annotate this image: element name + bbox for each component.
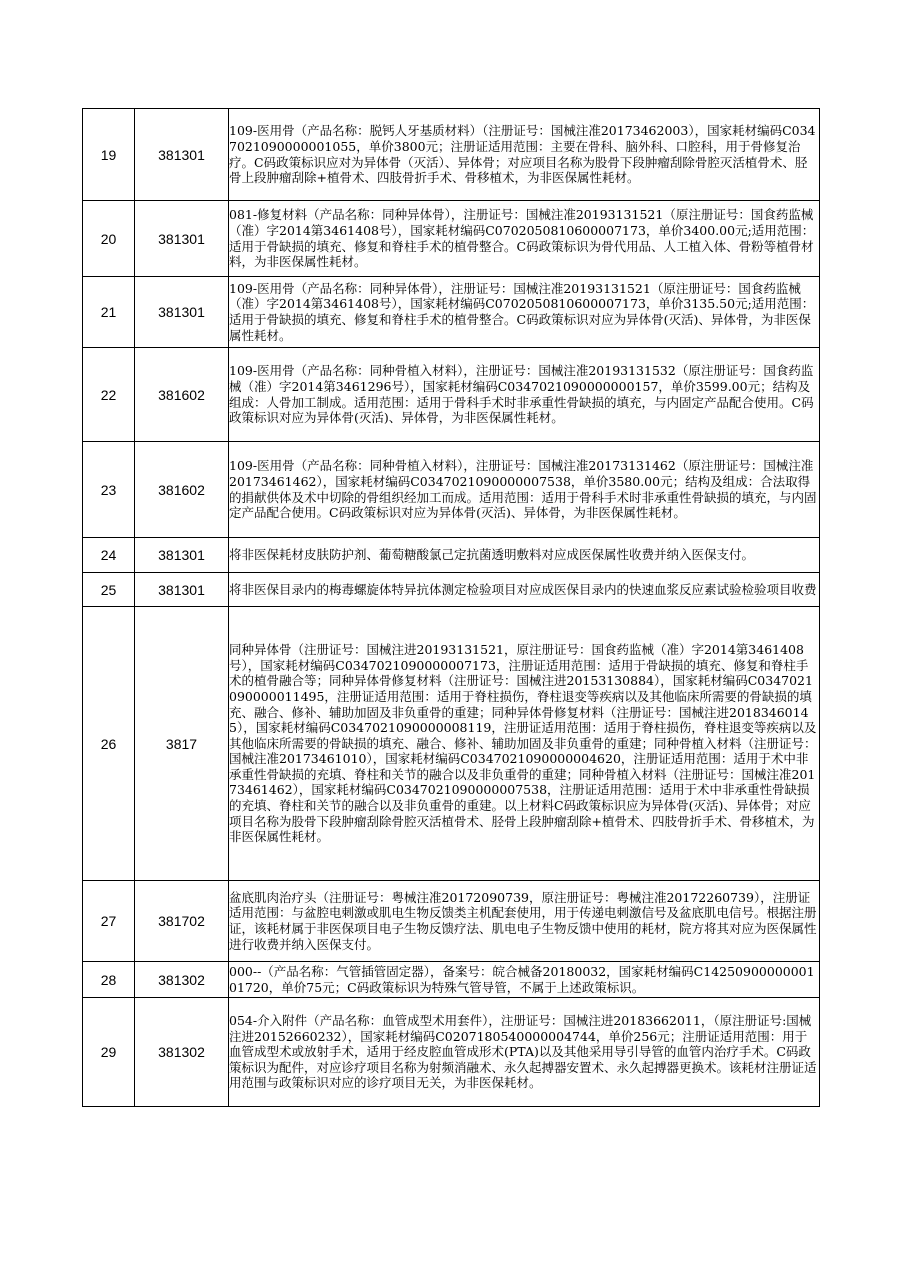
row-number: 28 <box>83 962 135 998</box>
row-description <box>229 109 820 201</box>
row-number: 26 <box>83 607 135 881</box>
row-description <box>229 962 820 998</box>
row-text: 同种异体骨（注册证号：国械注进20193131521，原注册证号：国食药监械（准）字2014第3461408号），国家耗材编码C0347021090000007173，注册证适用范围：适用于骨缺损的填充、修复和脊柱手术的植骨融合等；同种异体骨修复材料（注册证号：国械注进20153130884），国家耗材编码C0347021090000011495，注册证适用范围：适用于脊柱损伤，脊柱退变等疾病以及其他临床所需要的骨缺损的填充、融合、修补、辅助加固及非负重骨的重建；同种异体骨修复材料（注册证号：国械注进20183460145），国家耗材编码C0347021090000008119，注册证适用范围：适用于脊柱损伤，脊柱退变等疾病以及其他临床所需要的骨缺损的填充、融合、修补、辅助加固及非负重骨的重建；同种骨植入材料（注册证号：国械注准20173461010），国家耗材编码C0347021090000004620，注册证适用范围：适用于术中非承重性骨缺损的充填、脊柱和关节的融合以及非负重骨的重建；同种骨植入材料（注册证号：国械注准20173461462），国家耗材编码C0347021090000007538，注册证适用范围：适用于术中非承重性骨缺损的充填、脊柱和关节的融合以及非负重骨的重建。以上材料C码政策标识应为异体骨(灭活)、异体骨；对应项目名称为股骨下段肿瘤刮除骨腔灭活植骨术、胫骨上段肿瘤刮除+植骨术、四肢骨折手术、骨移植术，为非医保属性耗材。 <box>229 642 817 845</box>
row-description <box>229 201 820 277</box>
row-number: 29 <box>83 998 135 1107</box>
row-text: 081-修复材料（产品名称：同种异体骨），注册证号：国械注准20193131521（原注册证号：国食药监械（准）字2014第3461408号），国家耗材编码C0702050810600007173，单价3400.00元;适用范围：适用于骨缺损的填充、修复和脊柱手术的植骨整合。C码政策标识为骨代用品、人工植入体、骨粉等植骨材料，为非医保属性耗材。 <box>229 207 815 270</box>
row-code: 381301 <box>135 573 229 607</box>
row-code: 381602 <box>135 348 229 442</box>
row-description <box>229 538 820 573</box>
row-code: 381602 <box>135 442 229 538</box>
row-text: 109-医用骨（产品名称：同种异体骨），注册证号：国械注准20193131521（原注册证号：国食药监械（准）字2014第3461408号），国家耗材编码C0702050810600007173，单价3135.50元;适用范围：适用于骨缺损的填充、修复和脊柱手术的植骨整合。C码政策标识对应为异体骨(灭活)、异体骨，为非医保属性耗材。 <box>229 280 815 343</box>
row-text: 将非医保耗材皮肤防护剂、葡萄糖酸氯己定抗菌透明敷料对应成医保属性收费并纳入医保支付。 <box>229 547 755 563</box>
row-code: 381302 <box>135 962 229 998</box>
row-description <box>229 277 820 348</box>
row-description <box>229 881 820 962</box>
table-row <box>83 607 820 881</box>
row-text: 054-介入附件（产品名称：血管成型术用套件），注册证号：国械注进20183662011，（原注册证号:国械注进20152660232），国家耗材编码C0207180540000004744，单价256元；注册证适用范围：用于血管成型术或放射手术，适用于经皮腔血管成形术(PTA)以及其他采用导引导管的血管内治疗手术。C码政策标识为配件，对应诊疗项目名称为射频消融术、永久起搏器安置术、永久起搏器更换术。该耗材注册证适用范围与政策标识对应的诊疗项目无关，为非医保耗材。 <box>229 1013 817 1091</box>
row-code: 381702 <box>135 881 229 962</box>
table-row <box>83 442 820 538</box>
table-row <box>83 573 820 607</box>
table-row <box>83 881 820 962</box>
table-row <box>83 962 820 998</box>
row-number: 19 <box>83 109 135 201</box>
row-text: 109-医用骨（产品名称：脱钙人牙基质材料）（注册证号：国械注准20173462003），国家耗材编码C0347021090000001055，单价3800元；注册证适用范围：主要在骨科、脑外科、口腔科，用于骨修复治疗。C码政策标识应对为异体骨（灭活）、异体骨；对应项目名称为股骨下段肿瘤刮除骨腔灭活植骨术、胫骨上段肿瘤刮除+植骨术、四肢骨折手术、骨移植术，为非医保属性耗材。 <box>229 123 816 186</box>
row-code: 381301 <box>135 201 229 277</box>
row-number: 20 <box>83 201 135 277</box>
row-number: 22 <box>83 348 135 442</box>
row-description <box>229 607 820 881</box>
row-text: 109-医用骨（产品名称：同种骨植入材料），注册证号：国械注准20193131532（原注册证号：国食药监械（准）字2014第3461296号），国家耗材编码C0347021090000000157，单价3599.00元；结构及组成：人骨加工制成。适用范围：适用于骨科手术时非承重性骨缺损的填充，与内固定产品配合使用。C码政策标识对应为异体骨(灭活)、异体骨，为非医保属性耗材。 <box>229 363 814 426</box>
table-row <box>83 109 820 201</box>
row-description <box>229 998 820 1107</box>
row-description <box>229 442 820 538</box>
row-text: 000--（产品名称：气管插管固定器），备案号：皖合械备20180032，国家耗材编码C1425090000000101720，单价75元；C码政策标识为特殊气管导管，不属于上述政策标识。 <box>229 963 815 995</box>
row-text: 109-医用骨（产品名称：同种骨植入材料），注册证号：国械注准20173131462（原注册证号：国械注准20173461462），国家耗材编码C0347021090000007538，单价3580.00元；结构及组成：合法取得的捐献供体及术中切除的骨组织经加工而成。适用范围：适用于骨科手术时非承重性骨缺损的填充，与内固定产品配合使用。C码政策标识对应为异体骨(灭活)、异体骨，为非医保属性耗材。 <box>229 458 817 521</box>
row-code: 3817 <box>135 607 229 881</box>
row-number: 24 <box>83 538 135 573</box>
row-description <box>229 348 820 442</box>
row-code: 381301 <box>135 538 229 573</box>
row-code: 381301 <box>135 109 229 201</box>
row-code: 381302 <box>135 998 229 1107</box>
row-number: 25 <box>83 573 135 607</box>
row-number: 27 <box>83 881 135 962</box>
table-row <box>83 348 820 442</box>
record-table <box>82 108 820 1107</box>
table-row <box>83 538 820 573</box>
row-number: 23 <box>83 442 135 538</box>
row-text: 盆底肌肉治疗头（注册证号：粤械注准20172090739，原注册证号：粤械注准20172260739），注册证适用范围：与盆腔电刺激或肌电生物反馈类主机配套使用，用于传递电刺激信号及盆底肌电信号。根据注册证，该耗材属于非医保项目电子生物反馈疗法、肌电电子生物反馈中使用的耗材，院方将其对应为医保属性进行收费并纳入医保支付。 <box>229 889 817 952</box>
table-row <box>83 277 820 348</box>
row-text: 将非医保目录内的梅毒螺旋体特异抗体测定检验项目对应成医保目录内的快速血浆反应素试验检验项目收费 <box>229 581 817 597</box>
row-description <box>229 573 820 607</box>
row-code: 381301 <box>135 277 229 348</box>
row-number: 21 <box>83 277 135 348</box>
table-row <box>83 201 820 277</box>
table-row <box>83 998 820 1107</box>
